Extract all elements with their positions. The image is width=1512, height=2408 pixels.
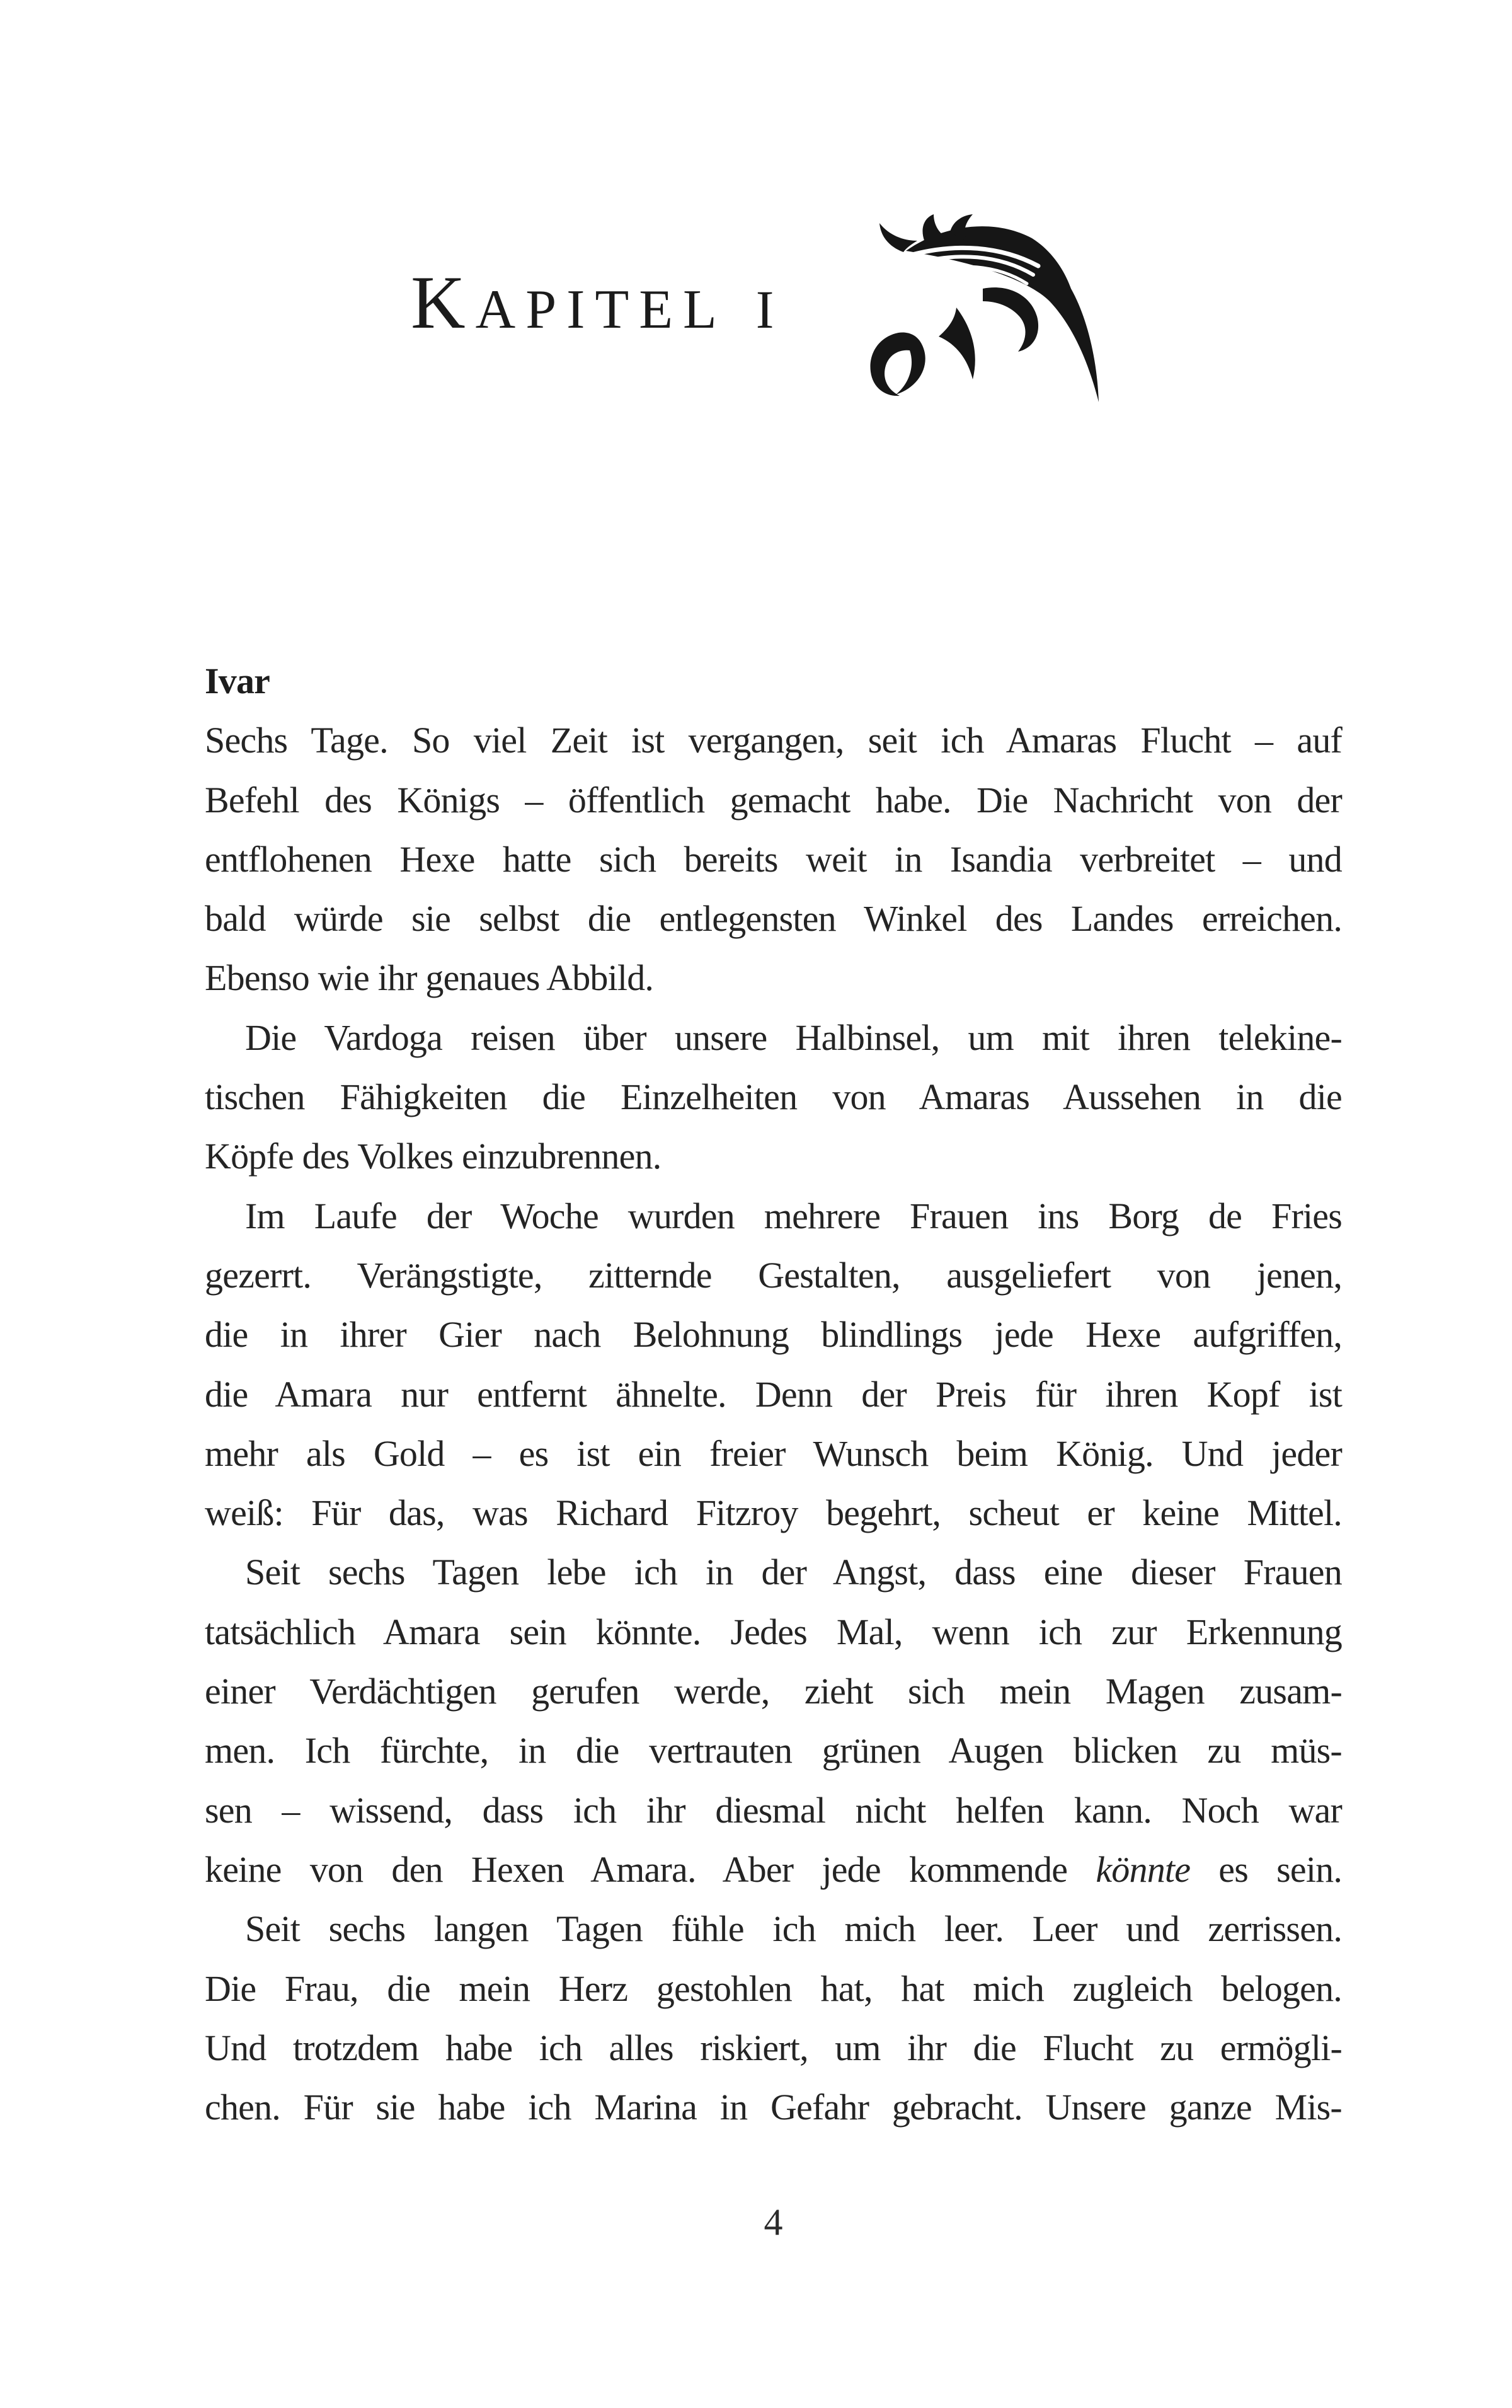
text-line-content [245,1017,1342,1058]
text-line [205,1305,1342,1364]
text-line [205,1662,1342,1721]
text-line [205,1246,1342,1305]
text-line-content [205,957,653,998]
emphasized-word: könnte [1096,1848,1191,1890]
text-line [205,711,1342,770]
text-segment: chen. Für sie habe ich Marina in Gefahr gebracht. Unsere ganze Mis- [205,2087,1342,2128]
text-segment: tischen Fähigkeiten die Einzelheiten von Amaras Aussehen in die [205,1076,1342,1118]
text-segment: die in ihrer Gier nach Belohnung blindlings jede Hexe aufgriffen, [205,1314,1343,1356]
text-line [205,1483,1342,1543]
chapter-title-rest: APITEL [475,279,727,340]
text-line [205,889,1342,948]
text-segment: Und trotzdem habe ich alles riskiert, um ihr die Flucht zu ermögli- [205,2027,1343,2068]
text-line [205,830,1342,889]
body-text [205,652,1342,2137]
text-segment: sen – wissend, dass ich ihr diesmal nicht helfen kann. Noch war [205,1789,1342,1831]
text-line [205,771,1342,830]
text-line [205,1603,1342,1662]
text-segment: es sein. [1190,1848,1343,1890]
text-segment: Seit sechs Tagen lebe ich in der Angst, dass eine dieser Frauen [245,1552,1342,1593]
text-line-content [205,898,1342,939]
text-line-content [205,1730,1342,1771]
text-line-content [205,1968,1342,2009]
text-segment: Befehl des Königs – öffentlich gemacht habe. Die Nachricht von der [205,779,1343,821]
text-segment: Im Laufe der Woche wurden mehrere Frauen ins Borg de Fries [245,1195,1343,1236]
chapter-title-initial: K [411,260,476,344]
text-line-content [245,1195,1342,1236]
text-segment: Die Vardoga reisen über unsere Halbinsel, um mit ihren telekine- [245,1017,1342,1058]
text-line [205,1127,1342,1186]
text-line-content [205,1136,661,1177]
text-line [205,2019,1342,2078]
chapter-title [411,260,784,344]
text-line-content [205,1314,1342,1355]
text-line-content [205,839,1342,880]
acanthus-flourish-icon [849,213,1109,408]
text-segment: entflohenen Hexe hatte sich bereits weit in Isandia verbreitet – und [205,838,1342,880]
chapter-number: I [755,279,784,340]
text-segment: men. Ich fürchte, in die vertrauten grünen Augen blicken zu müs- [205,1730,1342,1771]
text-line-content [205,720,1342,761]
text-line [205,1899,1342,1959]
text-line [205,1365,1342,1424]
text-line-content [245,1552,1342,1593]
text-line [205,948,1342,1008]
text-segment: Sechs Tage. So viel Zeit ist vergangen, seit ich Amaras Flucht – auf [205,720,1343,761]
text-line-content [205,1849,1342,1890]
text-line-content [205,1433,1342,1474]
text-line [205,1068,1342,1127]
text-line [205,1721,1342,1780]
text-segment: bald würde sie selbst die entlegensten Winkel des Landes erreichen. [205,898,1343,940]
text-line [205,1008,1342,1068]
text-line [205,1187,1342,1246]
text-line-content [205,1492,1342,1533]
text-segment: keine von den Hexen Amara. Aber jede kommende [205,1848,1096,1890]
text-segment: Seit sechs langen Tagen fühle ich mich leer. Leer und zerrissen. [245,1908,1343,1950]
text-segment: tatsächlich Amara sein könnte. Jedes Mal, wenn ich zur Erkennung [205,1611,1342,1652]
text-line [205,1543,1342,1602]
text-segment: Ebenso wie ihr genaues Abbild. [205,957,654,999]
text-line-content [205,1076,1342,1117]
text-line-content [205,2087,1342,2128]
text-segment: einer Verdächtigen gerufen werde, zieht sich mein Magen zusam- [205,1671,1342,1712]
section-heading: Ivar [205,660,270,701]
text-line-content [205,780,1342,821]
text-segment: weiß: Für das, was Richard Fitzroy begehrt, scheut er keine Mittel. [205,1492,1343,1534]
text-segment: die Amara nur entfernt ähnelte. Denn der Preis für ihren Kopf ist [205,1373,1343,1415]
text-line-content [205,1374,1342,1415]
text-segment: Köpfe des Volkes einzubrennen. [205,1136,662,1177]
text-line-content [205,1671,1342,1712]
text-line-content [205,1790,1342,1831]
text-line-content [205,1611,1342,1652]
text-segment: Die Frau, die mein Herz gestohlen hat, hat mich zugleich belogen. [205,1967,1343,2009]
text-line-content [245,1908,1342,1949]
text-line [205,2078,1342,2137]
text-segment: gezerrt. Verängstigte, zitternde Gestalten, ausgeliefert von jenen, [205,1254,1343,1296]
text-line-content [205,2027,1342,2068]
text-line-content [205,1255,1342,1296]
page-number: 4 [764,2201,783,2243]
text-line [205,1781,1342,1840]
text-line [205,1840,1342,1899]
text-segment: mehr als Gold – es ist ein freier Wunsch beim König. Und jeder [205,1432,1342,1474]
text-line [205,1959,1342,2019]
text-line [205,1424,1342,1483]
